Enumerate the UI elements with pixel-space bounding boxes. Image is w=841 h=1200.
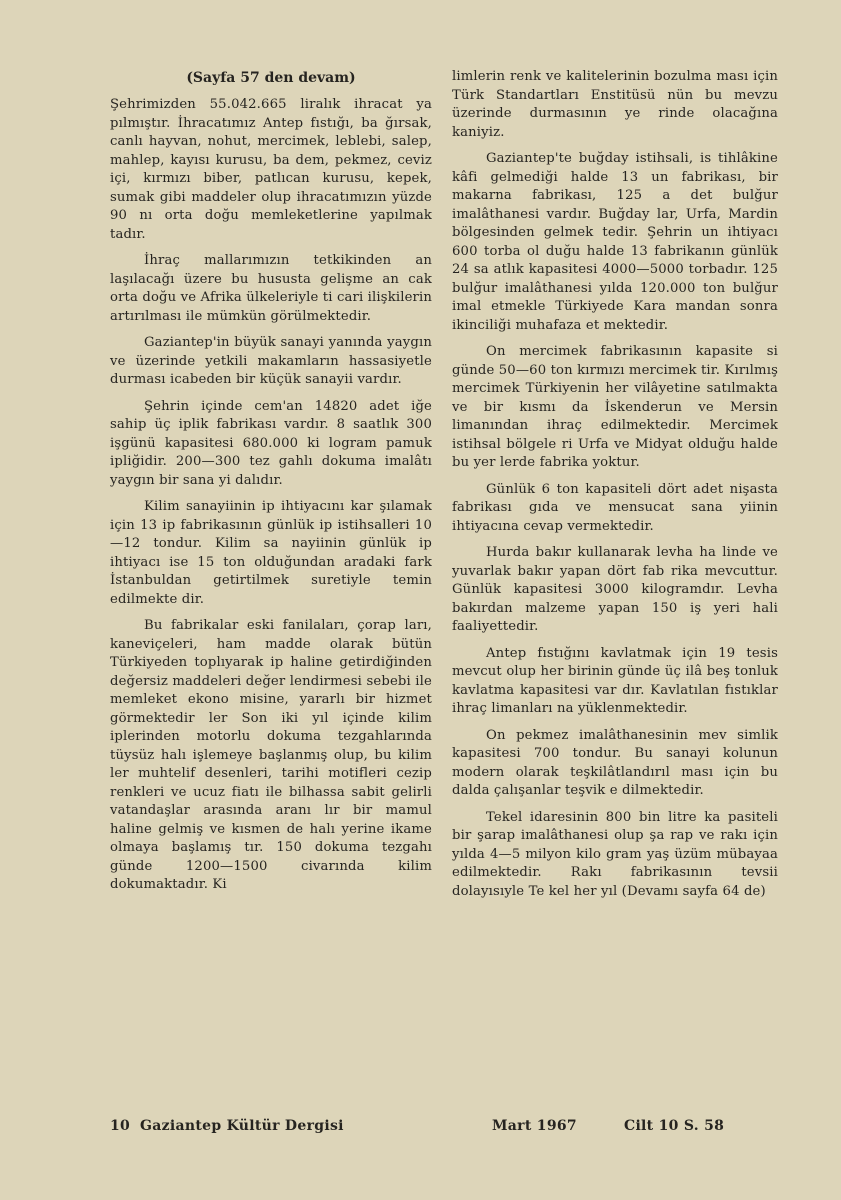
paragraph-starch: Günlük 6 ton kapasiteli dört adet nişasta fabrikası gıda ve mensucat sana yiinin ihtiyacına cevap vermektedir. (452, 481, 778, 534)
page-number: 10 (110, 1118, 131, 1134)
continued-from-note: (Sayfa 57 den devam) (186, 70, 356, 86)
paragraph-kilim-yarn: Kilim sanayiinin ip ihtiyacını kar şılamak için 13 ip fabrikasının günlük ip istihsalleri 10—12 tondur. Kilim sa nayiinin günlük ip ihtiyacı ise 15 ton olduğundan aradaki fark İstanbuldan getirtilmek suretiyle temin edilmekte dir. (110, 499, 432, 607)
left-column (110, 68, 432, 903)
paragraph-export-markets: İhraç mallarımızın tetkikinden an laşılacağı üzere bu hususta gelişme an cak orta doğu ve Afrika ülkeleriyle ti cari ilişkilerin artırılması ile mümkün görülmektedir. (110, 253, 432, 324)
paragraph-small-industry: Gaziantep'in büyük sanayi yanında yaygın ve üzerinde yetkili makamların hassasiyetle durması icabeden bir küçük sanayii vardır. (110, 335, 432, 387)
paragraph-kilim-quality: limlerin renk ve kalitelerinin bozulma ması için Türk Standartları Enstitüsü nün bu mevzu üzerinde durmasının ye rinde olacağına kaniyiz. (452, 69, 778, 140)
paragraph-tekel-wine: Tekel idaresinin 800 bin litre ka pasiteli bir şarap imalâthanesi olup şa rap ve rakı için yılda 4—5 milyon kilo gram yaş üzüm mübayaa edilmektedir. Rakı fabrikasının tevsii dolayısıyle Te kel her yıl (Devamı sayfa 64 de) (452, 809, 778, 899)
volume-issue: Cilt 10 S. 58 (624, 1118, 725, 1134)
issue-date: Mart 1967 (492, 1118, 577, 1134)
paragraph-yarn-factories: Şehrin içinde cem'an 14820 adet iğe sahip üç iplik fabrikası vardır. 8 saatlık 300 işgünü kapasitesi 680.000 ki logram pamuk ipliğidir. 200—300 tez gahlı dokuma imalâtı yaygın bir sana yi dalıdır. (110, 398, 432, 488)
paragraph-export-total: Şehrimizden 55.042.665 liralık ihracat ya pılmıştır. İhracatımız Antep fıstığı, ba ğırsak, canlı hayvan, nohut, mercimek, leblebi, salep, mahlep, kayısı kurusu, ba dem, pekmez, ceviz içi, kırmızı biber, patlıcan kurusu, kepek, sumak gibi maddeler olup ihracatımızın yüzde 90 nı orta doğu memleketlerine yapılmak tadır. (110, 97, 432, 242)
paragraph-molasses: On pekmez imalâthanesinin mev simlik kapasitesi 700 tondur. Bu sanayi kolunun modern olarak teşkilâtlandırıl ması için bu dalda çalışanlar teşvik e dilmektedir. (452, 727, 778, 798)
paragraph-pistachio: Antep fıstığını kavlatmak için 19 tesis mevcut olup her birinin günde üç ilâ beş tonluk kavlatma kapasitesi var dır. Kavlatılan fıstıklar ihraç limanları na yüklenmektedir. (452, 645, 778, 716)
paragraph-lentil: On mercimek fabrikasının kapasite si günde 50—60 ton kırmızı mercimek tir. Kırılmış mercimek Türkiyenin her vilâyetine satılmakta ve bir kısmı da İskenderun ve Mersin limanından ihraç edilmektedir. Mercimek istihsal bölgele ri Urfa ve Midyat olduğu halde bu yer lerde fabrika yoktur. (452, 344, 778, 470)
journal-title: Gaziantep Kültür Dergisi (140, 1118, 344, 1134)
paragraph-kilim-factories: Bu fabrikalar eski fanilaları, çorap ları, kaneviçeleri, ham madde olarak bütün Türkiyeden toplıyarak ip haline getirdiğinden değersiz maddeleri değer lendirmesi sebebi ile memleket ekono misine, yararlı bir hizmet görmektedir ler Son iki yıl içinde kilim iplerinden motorlu dokuma tezgahlarında tüysüz halı işlemeye başlanmış olup, bu kilim ler muhtelif desenleri, tarihi motifleri cezip renkleri ve ucuz fiatı ile bilhassa sabit gelirli vatandaşlar arasında aranı lır bir mamul haline gelmiş ve kısmen de halı yerine ikame olmaya başlamış tır. 150 dokuma tezgahı günde 1200—1500 civarında kilim dokumaktadır. Ki (110, 618, 432, 892)
paragraph-wheat-flour: Gaziantep'te buğday istihsali, is tihlâkine kâfi gelmediği halde 13 un fabrikası, bir makarna fabrikası, 125 a det bulğur imalâthanesi vardır. Buğday lar, Urfa, Mardin bölgesinden gelmek tedir. Şehrin un ihtiyacı 600 torba ol duğu halde 13 fabrikanın günlük 24 sa atlık kapasitesi 4000—5000 torbadır. 125 bulğur imalâthanesi yılda 120.000 ton bulğur imal etmekle Türkiyede Kara mandan sonra ikinciliği muhafaza et mektedir. (452, 151, 778, 333)
paragraph-copper: Hurda bakır kullanarak levha ha linde ve yuvarlak bakır yapan dört fab rika mevcuttur. Günlük kapasitesi 3000 kilogramdır. Levha bakırdan malzeme yapan 150 iş yeri hali faaliyettedir. (452, 545, 778, 634)
right-column (452, 68, 778, 909)
